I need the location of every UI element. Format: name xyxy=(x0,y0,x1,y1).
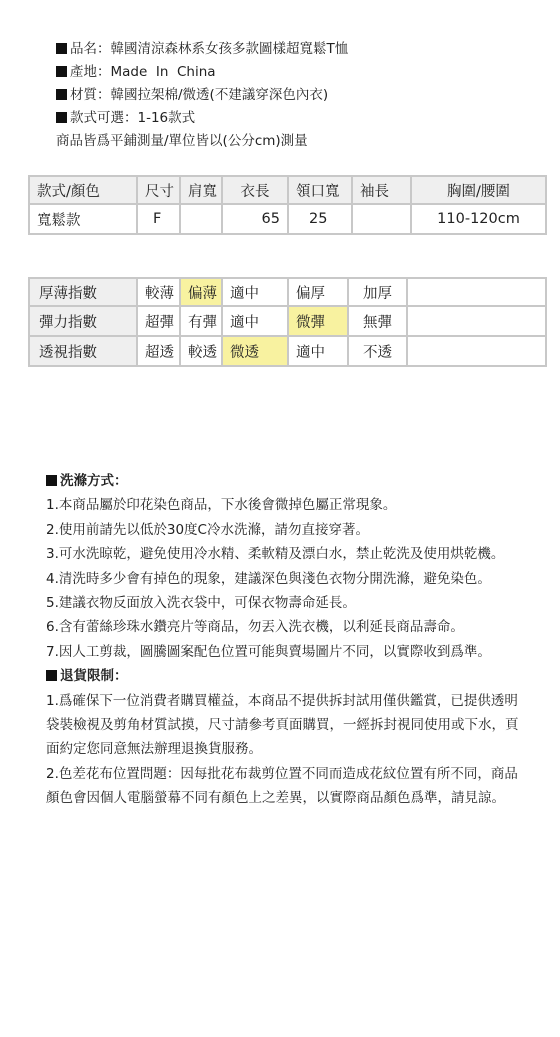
returns-item: 2.色差花布位置問題：因每批花布裁剪位置不同而造成花紋位置有所不同，商品顏色會因個人電腦螢幕不同有顏色上之差異，以實際商品顏色爲準，請見諒。 xyxy=(46,765,518,807)
info-note: 商品皆爲平鋪測量/單位皆以(公分cm)測量 xyxy=(56,133,308,149)
size-table xyxy=(28,175,547,235)
header-cell: 尺寸 xyxy=(138,175,181,205)
cell-size: F xyxy=(138,205,181,235)
attribute-table xyxy=(28,277,547,367)
attr-option: 超透 xyxy=(138,337,181,367)
size-table-header xyxy=(28,175,547,205)
returns-heading: 退貨限制： xyxy=(46,664,526,688)
info-material: 材質：韓國拉架棉/微透(不建議穿深色內衣) xyxy=(56,84,348,107)
header-cell: 衣長 xyxy=(223,175,289,205)
care-instructions xyxy=(46,469,526,811)
square-bullet-icon xyxy=(46,670,57,681)
attr-label: 彈力指數 xyxy=(28,307,138,337)
wash-item: 2.使用前請先以低於30度C冷水洗滌，請勿直接穿著。 xyxy=(46,521,369,538)
wash-item: 4.清洗時多少會有掉色的現象，建議深色與淺色衣物分開洗滌，避免染色。 xyxy=(46,570,491,587)
attr-option: 較透 xyxy=(181,337,223,367)
attr-label: 厚薄指數 xyxy=(28,277,138,307)
attr-option: 有彈 xyxy=(181,307,223,337)
table-row xyxy=(28,307,547,337)
cell-style: 寬鬆款 xyxy=(28,205,138,235)
attr-option: 偏厚 xyxy=(289,277,349,307)
wash-item: 5.建議衣物反面放入洗衣袋中，可保衣物壽命延長。 xyxy=(46,595,356,612)
attr-option: 較薄 xyxy=(138,277,181,307)
info-origin: 產地：Made In China xyxy=(56,61,348,84)
attr-option: 微透 xyxy=(223,337,289,367)
attr-option: 適中 xyxy=(223,277,289,307)
attr-option: 適中 xyxy=(223,307,289,337)
attr-empty xyxy=(408,277,547,307)
header-cell: 胸圍/腰圍 xyxy=(412,175,547,205)
cell-shoulder xyxy=(181,205,223,235)
attr-empty xyxy=(408,307,547,337)
product-info xyxy=(56,38,348,153)
attr-label: 透視指數 xyxy=(28,337,138,367)
attr-option: 偏薄 xyxy=(181,277,223,307)
attr-option: 適中 xyxy=(289,337,349,367)
wash-item: 6.含有蕾絲珍珠水鑽亮片等商品，勿丟入洗衣機，以利延長商品壽命。 xyxy=(46,619,464,636)
info-name: 品名：韓國清涼森林系女孩多款圖樣超寬鬆T恤 xyxy=(56,38,348,61)
attr-empty xyxy=(408,337,547,367)
wash-item: 1.本商品屬於印花染色商品，下水後會微掉色屬正常現象。 xyxy=(46,497,397,514)
attr-option: 加厚 xyxy=(349,277,408,307)
wash-item: 7.因人工剪裁，圖騰圖案配色位置可能與賣場圖片不同，以實際收到爲準。 xyxy=(46,643,491,660)
header-cell: 領口寬 xyxy=(289,175,353,205)
cell-sleeve xyxy=(353,205,412,235)
returns-item: 1.爲確保下一位消費者購買權益，本商品不提供拆封試用僅供鑑賞，已提供透明袋裝檢視及剪角材質試摸，尺寸請參考頁面購買，一經拆封視同使用或下水，頁面約定您同意無法辦理退換貨服務。 xyxy=(46,692,519,758)
cell-neck: 25 xyxy=(289,205,353,235)
attr-option: 不透 xyxy=(349,337,408,367)
header-cell: 袖長 xyxy=(353,175,412,205)
table-row xyxy=(28,337,547,367)
header-cell: 款式/顏色 xyxy=(28,175,138,205)
cell-chest: 110-120cm xyxy=(412,205,547,235)
square-bullet-icon xyxy=(56,112,67,123)
attr-option: 超彈 xyxy=(138,307,181,337)
cell-length: 65 xyxy=(223,205,289,235)
square-bullet-icon xyxy=(56,43,67,54)
table-row xyxy=(28,205,547,235)
wash-item: 3.可水洗晾乾，避免使用冷水精、柔軟精及漂白水，禁止乾洗及使用烘乾機。 xyxy=(46,546,505,563)
wash-heading: 洗滌方式： xyxy=(46,469,526,493)
info-styles: 款式可選：1-16款式 xyxy=(56,107,348,130)
square-bullet-icon xyxy=(46,475,57,486)
table-row xyxy=(28,277,547,307)
header-cell: 肩寬 xyxy=(181,175,223,205)
attr-option: 微彈 xyxy=(289,307,349,337)
square-bullet-icon xyxy=(56,89,67,100)
attr-option: 無彈 xyxy=(349,307,408,337)
square-bullet-icon xyxy=(56,66,67,77)
